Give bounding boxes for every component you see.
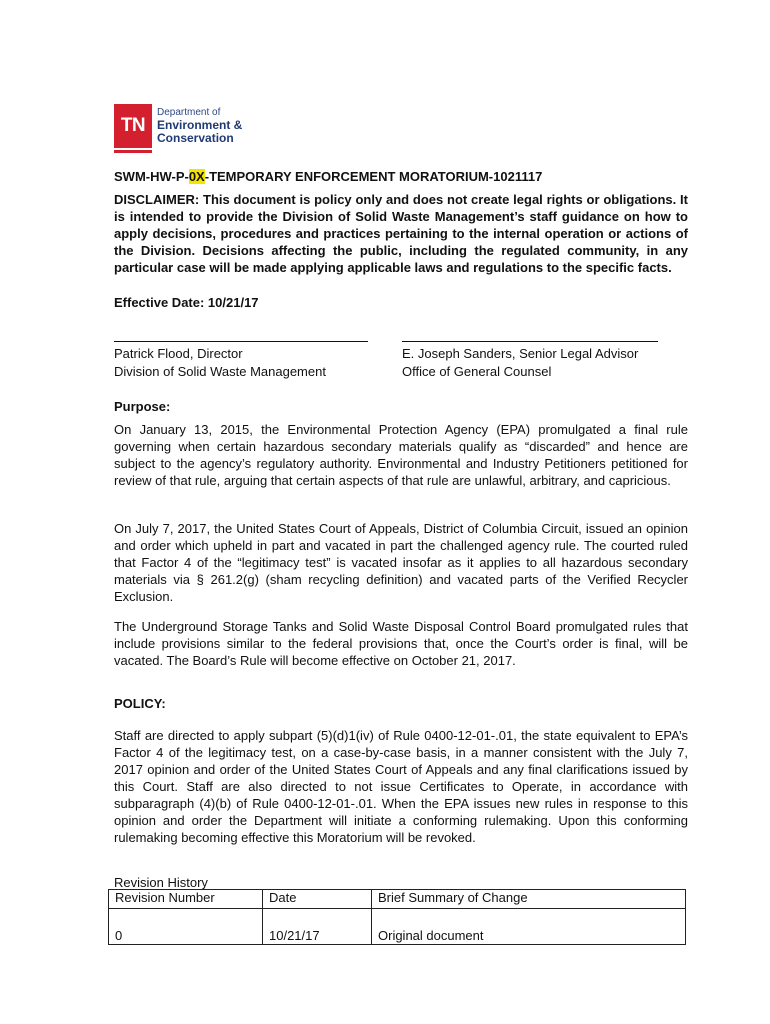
signature-left [114, 345, 326, 381]
signatory-right-org: Office of General Counsel [402, 364, 552, 379]
signatory-left-org: Division of Solid Waste Management [114, 364, 326, 379]
table-header-row [109, 890, 686, 909]
cell-summary: Original document [372, 909, 686, 945]
purpose-paragraph-3: The Underground Storage Tanks and Solid Waste Disposal Control Board promulgated rules that include provisions similar to the federal provisions that, once the Court’s order is final, will be vacated. The Board’s Rule will become effective on October 21, 2017. [114, 619, 688, 668]
purpose-paragraph-2: On July 7, 2017, the United States Court of Appeals, District of Columbia Circuit, issued an opinion and order which upheld in part and vacated in part the challenged agency rule. The courted ruled that Factor 4 of the “legitimacy test” is vacated insofar as it applies to all hazardous secondary materials via § 261.2(g) (sham recycling definition) and vacated parts of the Verified Recycler Exclusion. [114, 521, 688, 604]
logo-line-2: Environment & [157, 118, 243, 132]
revision-history-table [108, 889, 686, 945]
revision-history-caption: Revision History [114, 875, 208, 890]
cell-revision-number: 0 [109, 909, 263, 945]
document-id-suffix: -TEMPORARY ENFORCEMENT MORATORIUM-1021117 [204, 169, 543, 184]
signature-line-left [114, 341, 368, 342]
document-id-highlight: 0X [188, 169, 205, 184]
policy-heading: POLICY: [114, 696, 166, 711]
header-revision-number: Revision Number [109, 890, 263, 909]
document-id [114, 168, 688, 185]
cell-date: 10/21/17 [263, 909, 372, 945]
header-date: Date [263, 890, 372, 909]
policy-paragraph: Staff are directed to apply subpart (5)(d)1(iv) of Rule 0400-12-01-.01, the state equivalent to EPA’s Factor 4 of the legitimacy test, on a case-by-case basis, in a manner consistent with the July 7, 2017 opinion and order of the United States Court of Appeals and any final clarifications issued by this Court. Staff are also directed to not issue Certificates to Operate, in accordance with subparagraph (4)(b) of Rule 0400-12-01-.01. When the EPA issues new rules in response to this opinion and order the Department will initiate a conforming rulemaking. Upon this conforming rulemaking becoming effective this Moratorium will be revoked. [114, 728, 688, 845]
signatory-left-name: Patrick Flood, Director [114, 346, 243, 361]
signature-right [402, 345, 638, 381]
tdec-logo [114, 104, 254, 154]
document-id-prefix: SWM-HW-P- [114, 169, 189, 184]
tn-badge: TN [114, 104, 152, 148]
disclaimer: DISCLAIMER: This document is policy only and does not create legal rights or obligations. It is intended to provide the Division of Solid Waste Management’s staff guidance on how to apply decisions, procedures and practices pertaining to the internal operation or actions of the Division. Decisions affecting the public, including the regulated community, in any particular case will be made applying applicable laws and regulations to the specific facts. [114, 192, 688, 275]
logo-underline [114, 150, 152, 153]
table-row [109, 909, 686, 945]
signatory-right-name: E. Joseph Sanders, Senior Legal Advisor [402, 346, 639, 361]
header-summary: Brief Summary of Change [372, 890, 686, 909]
purpose-paragraph-1: On January 13, 2015, the Environmental Protection Agency (EPA) promulgated a final rule governing when certain hazardous secondary materials qualify as “discarded” and hence are subject to the agency’s regulatory authority. Environmental and Industry Petitioners petitioned for review of that rule, arguing that certain aspects of that rule are unlawful, arbitrary, and capricious. [114, 422, 688, 488]
purpose-heading: Purpose: [114, 399, 171, 414]
effective-date: Effective Date: 10/21/17 [114, 295, 259, 310]
logo-line-3: Conservation [157, 131, 234, 145]
signature-line-right [402, 341, 658, 342]
logo-text [157, 106, 242, 145]
logo-line-1: Department of [157, 107, 221, 118]
